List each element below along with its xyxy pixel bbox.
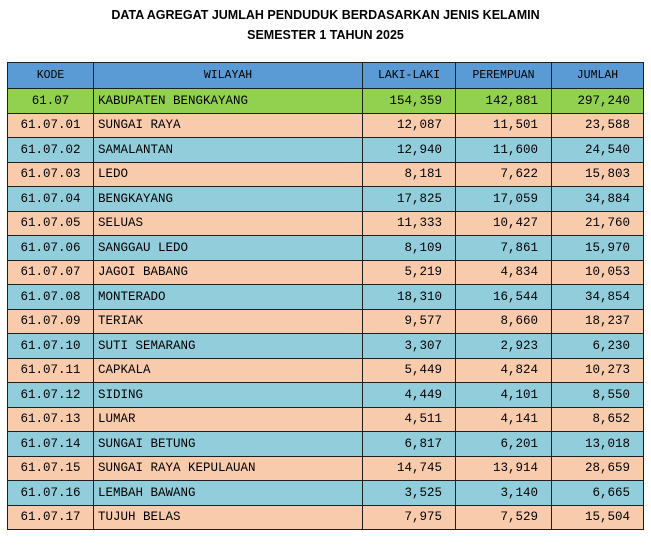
cell-jumlah: 297,240 [552,89,644,114]
cell-jumlah: 15,970 [552,236,644,261]
cell-perempuan: 4,834 [456,260,552,285]
header-laki-laki: LAKI-LAKI [363,63,456,89]
header-jumlah: JUMLAH [552,63,644,89]
table-row [8,383,644,408]
table-row [8,187,644,212]
cell-wilayah: SUNGAI RAYA [94,113,363,138]
cell-perempuan: 16,544 [456,285,552,310]
cell-kode: 61.07.14 [8,432,94,457]
table-header-row [8,63,644,89]
cell-perempuan: 7,529 [456,505,552,530]
header-kode: KODE [8,63,94,89]
cell-jumlah: 24,540 [552,138,644,163]
cell-wilayah: SANGGAU LEDO [94,236,363,261]
cell-wilayah: MONTERADO [94,285,363,310]
cell-kode: 61.07.04 [8,187,94,212]
cell-perempuan: 11,600 [456,138,552,163]
cell-perempuan: 3,140 [456,481,552,506]
table-row [8,407,644,432]
cell-kode: 61.07.09 [8,309,94,334]
header-perempuan: PEREMPUAN [456,63,552,89]
cell-laki-laki: 5,219 [363,260,456,285]
cell-laki-laki: 6,817 [363,432,456,457]
cell-jumlah: 21,760 [552,211,644,236]
cell-kode: 61.07.07 [8,260,94,285]
table-row [8,285,644,310]
cell-jumlah: 13,018 [552,432,644,457]
table-row [8,358,644,383]
cell-jumlah: 6,230 [552,334,644,359]
cell-perempuan: 13,914 [456,456,552,481]
cell-wilayah: TUJUH BELAS [94,505,363,530]
cell-kode: 61.07.17 [8,505,94,530]
cell-laki-laki: 5,449 [363,358,456,383]
cell-perempuan: 10,427 [456,211,552,236]
table-row-total [8,89,644,114]
cell-perempuan: 4,824 [456,358,552,383]
cell-jumlah: 34,854 [552,285,644,310]
cell-kode: 61.07.02 [8,138,94,163]
table-row [8,432,644,457]
cell-perempuan: 11,501 [456,113,552,138]
table-row [8,309,644,334]
cell-laki-laki: 17,825 [363,187,456,212]
cell-wilayah: SELUAS [94,211,363,236]
table-row [8,211,644,236]
cell-wilayah: LEMBAH BAWANG [94,481,363,506]
cell-jumlah: 28,659 [552,456,644,481]
cell-jumlah: 18,237 [552,309,644,334]
table-row [8,334,644,359]
cell-laki-laki: 154,359 [363,89,456,114]
table-row [8,113,644,138]
document-subtitle: SEMESTER 1 TAHUN 2025 [247,28,404,42]
table-row [8,481,644,506]
cell-laki-laki: 4,449 [363,383,456,408]
cell-kode: 61.07.01 [8,113,94,138]
cell-jumlah: 15,504 [552,505,644,530]
cell-wilayah: SAMALANTAN [94,138,363,163]
cell-wilayah: KABUPATEN BENGKAYANG [94,89,363,114]
cell-kode: 61.07.13 [8,407,94,432]
table-row [8,260,644,285]
cell-wilayah: SUNGAI RAYA KEPULAUAN [94,456,363,481]
cell-jumlah: 8,550 [552,383,644,408]
cell-wilayah: SUTI SEMARANG [94,334,363,359]
cell-jumlah: 34,884 [552,187,644,212]
cell-kode: 61.07.03 [8,162,94,187]
cell-laki-laki: 3,525 [363,481,456,506]
cell-jumlah: 8,652 [552,407,644,432]
table-row [8,162,644,187]
cell-perempuan: 17,059 [456,187,552,212]
cell-laki-laki: 9,577 [363,309,456,334]
cell-jumlah: 23,588 [552,113,644,138]
cell-perempuan: 8,660 [456,309,552,334]
population-table [7,62,644,530]
cell-kode: 61.07.08 [8,285,94,310]
table-row [8,456,644,481]
cell-jumlah: 15,803 [552,162,644,187]
table-row [8,138,644,163]
cell-wilayah: TERIAK [94,309,363,334]
cell-laki-laki: 7,975 [363,505,456,530]
cell-wilayah: JAGOI BABANG [94,260,363,285]
cell-wilayah: SIDING [94,383,363,408]
cell-kode: 61.07.12 [8,383,94,408]
cell-perempuan: 7,861 [456,236,552,261]
cell-jumlah: 6,665 [552,481,644,506]
cell-laki-laki: 4,511 [363,407,456,432]
cell-perempuan: 4,101 [456,383,552,408]
cell-perempuan: 7,622 [456,162,552,187]
cell-wilayah: SUNGAI BETUNG [94,432,363,457]
cell-perempuan: 142,881 [456,89,552,114]
cell-wilayah: BENGKAYANG [94,187,363,212]
cell-kode: 61.07.15 [8,456,94,481]
cell-jumlah: 10,273 [552,358,644,383]
cell-kode: 61.07.05 [8,211,94,236]
table-row [8,236,644,261]
cell-laki-laki: 8,109 [363,236,456,261]
cell-laki-laki: 3,307 [363,334,456,359]
cell-wilayah: LEDO [94,162,363,187]
cell-wilayah: LUMAR [94,407,363,432]
cell-laki-laki: 12,940 [363,138,456,163]
header-wilayah: WILAYAH [94,63,363,89]
cell-jumlah: 10,053 [552,260,644,285]
cell-kode: 61.07.11 [8,358,94,383]
cell-laki-laki: 18,310 [363,285,456,310]
cell-kode: 61.07.16 [8,481,94,506]
table-body [8,89,644,530]
cell-laki-laki: 8,181 [363,162,456,187]
cell-wilayah: CAPKALA [94,358,363,383]
cell-perempuan: 2,923 [456,334,552,359]
cell-perempuan: 4,141 [456,407,552,432]
cell-kode: 61.07 [8,89,94,114]
cell-kode: 61.07.10 [8,334,94,359]
cell-laki-laki: 11,333 [363,211,456,236]
cell-kode: 61.07.06 [8,236,94,261]
document-title: DATA AGREGAT JUMLAH PENDUDUK BERDASARKAN JENIS KELAMIN [111,8,540,22]
cell-laki-laki: 12,087 [363,113,456,138]
cell-perempuan: 6,201 [456,432,552,457]
cell-laki-laki: 14,745 [363,456,456,481]
table-row [8,505,644,530]
